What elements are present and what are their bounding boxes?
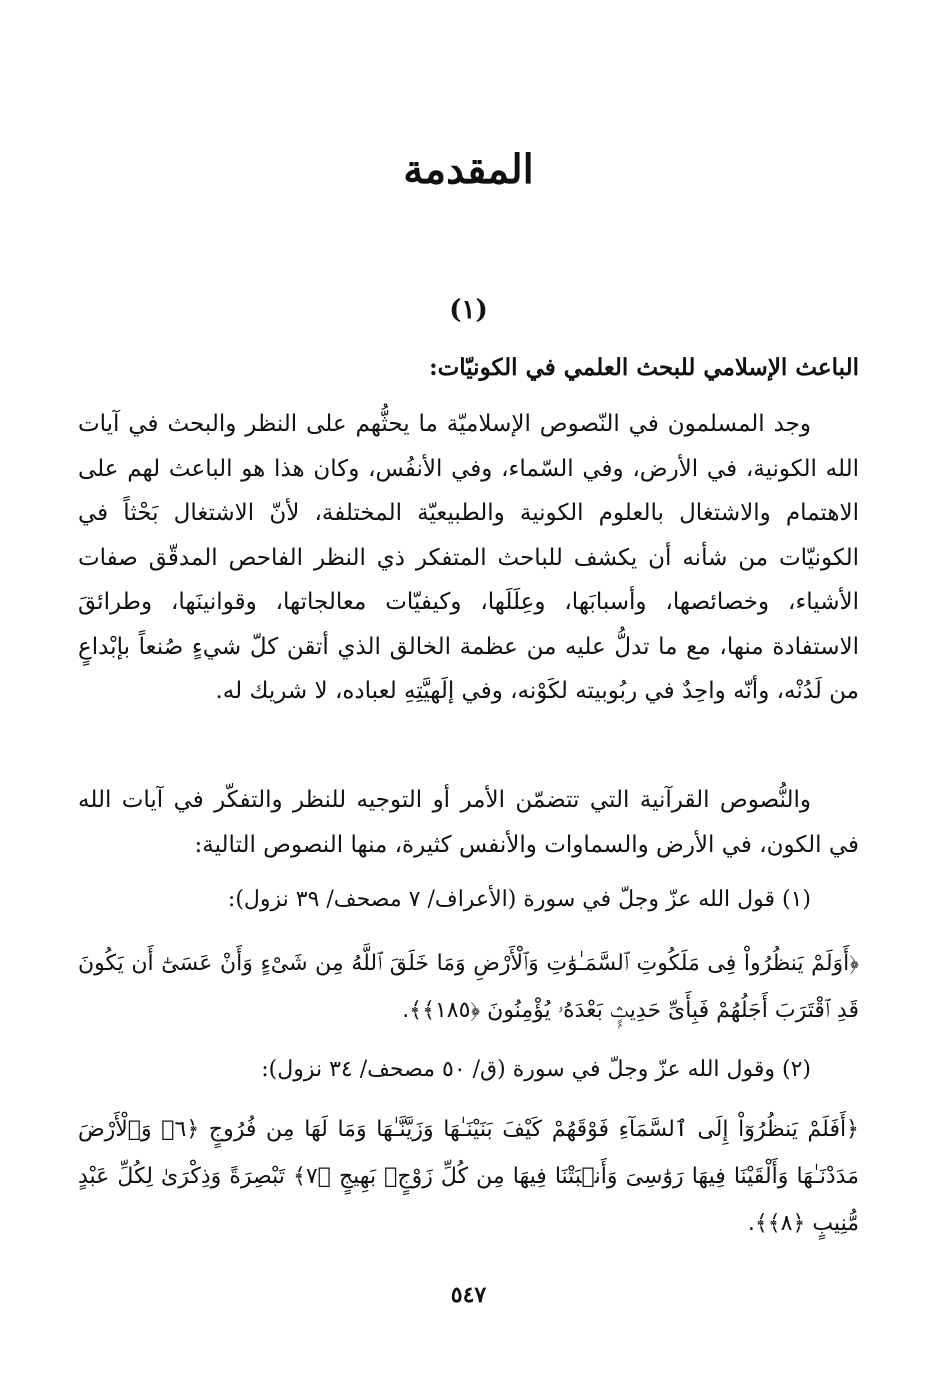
- verse-reference-1: (١) قول الله عزّ وجلّ في سورة (الأعراف/ ٧ مصحف/ ٣٩ نزول):: [227, 887, 811, 912]
- section-subheading: الباعث الإسلامي للبحث العلمي في الكونيّات:: [429, 354, 859, 381]
- quran-verse-1: ﴿أَوَلَمْ يَنظُرُواْ فِى مَلَكُوتِ ٱلسَّمَـٰوَٰتِ وَٱلْأَرْضِ وَمَا خَلَقَ ٱللَّهُ مِن شَىْءٍ وَأَنْ عَسَىٰٓ أَن يَكُونَ قَدِ ٱقْتَرَبَ أَجَلُهُمْ فَبِأَىِّ حَدِيثٍۭ بَعْدَهُۥ يُؤْمِنُونَ ﴿١٨٥﴾﴾.: [78, 951, 859, 1023]
- document-page: [78, 0, 859, 1384]
- paragraph-quranic-texts: والنُّصوص القرآنية التي تتضمّن الأمر أو التوجيه للنظر والتفكّر في آيات الله في الكون، في الأرض والسماوات والأنفس كثيرة، منها النصوص التالية:: [78, 787, 859, 858]
- verse-reference-2: (٢) وقول الله عزّ وجلّ في سورة (ق/ ٥٠ مصحف/ ٣٤ نزول):: [261, 1057, 811, 1082]
- page-number: ٥٤٧: [450, 1282, 487, 1308]
- section-number: (١): [449, 295, 488, 325]
- quran-verse-2: ﴿أَفَلَمْ يَنظُرُوٓاْ إِلَى ٱلسَّمَآءِ فَوْقَهُمْ كَيْفَ بَنَيْنَـٰهَا وَزَيَّنَّـٰهَا وَمَا لَهَا مِن فُرُوجٍ ﴿٦﴾ وَٱلْأَرْضَ مَدَدْنَـٰهَا وَأَلْقَيْنَا فِيهَا رَوَٰسِىَ وَأَنۢبَتْنَا فِيهَا مِن كُلِّ زَوْجٍۭ بَهِيجٍ ﴿٧﴾ تَبْصِرَةً وَذِكْرَىٰ لِكُلِّ عَبْدٍ مُّنِيبٍ ﴿٨﴾﴾.: [78, 1117, 859, 1236]
- page-title: المقدمة: [403, 146, 534, 193]
- paragraph-intro: وجد المسلمون في النّصوص الإسلاميّة ما يحثُّهم على النظر والبحث في آيات الله الكونية، في الأرض، وفي السّماء، وفي الأنفُس، وكان هذا هو الباعث لهم على الاهتمام والاشتغال بالعلوم الكونية والطبيعيّة المختلفة، لأنّ الاشتغال بَحْثاً في الكونيّات من شأنه أن يكشف للباحث المتفكر ذي النظر الفاحص المدقّق صفات الأشياء، وخصائصها، وأسبابَها، وعِلَلَها، وكيفيّات معالجاتها، وقوانينَها، وطرائقَ الاستفادة منها، مع ما تدلُّ عليه من عظمة الخالق الذي أتقن كلّ شيءٍ صُنعاً بإبْداعٍ من لَدُنْه، وأنّه واحِدٌ في ربُوبيته لكَوْنه، وفي إلَهيَّتِهِ لعباده، لا شريك له.: [78, 411, 859, 704]
